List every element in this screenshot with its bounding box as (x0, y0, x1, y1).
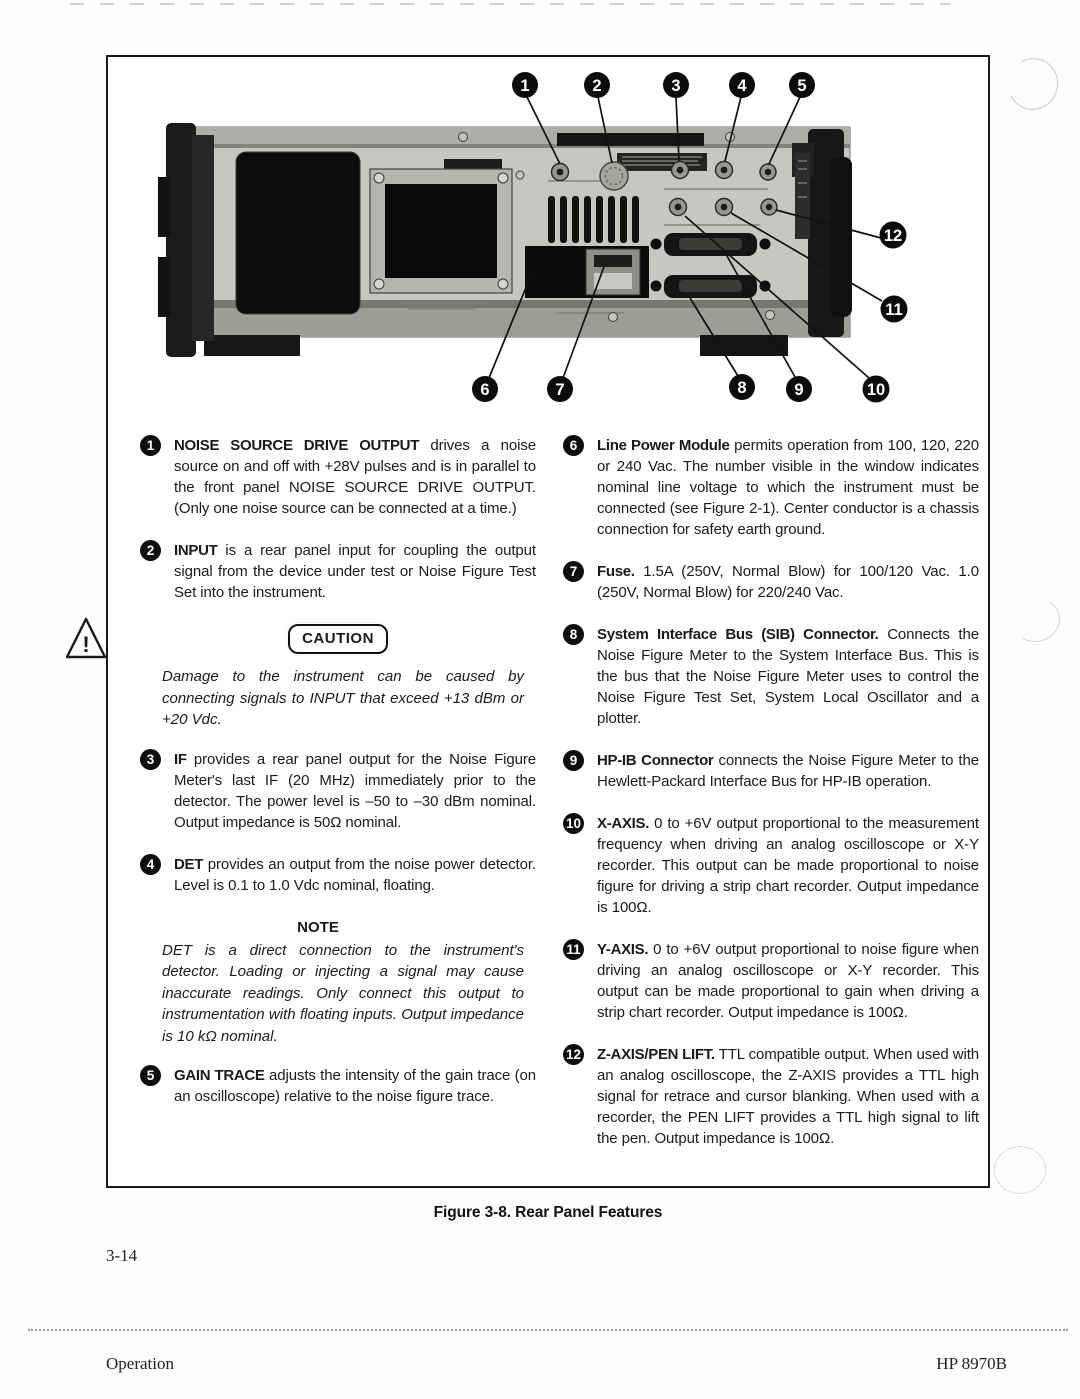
callout-badge-6: 6 (563, 435, 584, 456)
note-text: DET is a direct connection to the instrument's detector. Loading or injecting a signal may cause inaccurate readings. Only connect this output to instrumentation with floating inputs. Output impedance is 10 kΩ nominal. (162, 941, 524, 1045)
svg-text:9: 9 (794, 381, 804, 399)
photo-callout-11 (881, 296, 908, 323)
serial-label (557, 133, 704, 146)
footer-section-title: Operation (106, 1354, 174, 1373)
scan-artifact-arc (994, 1146, 1046, 1194)
feature-item-6 (563, 435, 979, 540)
warning-triangle-icon (64, 616, 108, 662)
gain-trace-bnc (760, 164, 776, 180)
svg-text:7: 7 (555, 381, 565, 399)
cover-plate (370, 169, 512, 293)
page-number: 3-14 (106, 1246, 138, 1265)
feature-item-12 (563, 1044, 979, 1149)
y-axis-bnc (716, 199, 733, 216)
note-label: NOTE (297, 918, 339, 936)
callout-badge-3: 3 (140, 749, 161, 770)
z-axis-bnc (761, 199, 777, 215)
item-title: IF (174, 750, 187, 768)
footer-model-number: HP 8970B (936, 1354, 1007, 1373)
svg-text:3: 3 (671, 77, 681, 95)
item-title: X-AXIS. (597, 815, 650, 832)
feature-item-10 (563, 813, 979, 918)
callout-badge-5: 5 (140, 1065, 161, 1086)
photo-callout-5 (789, 72, 815, 98)
sib-connector (651, 233, 771, 256)
det-bnc (716, 162, 733, 179)
item-title: NOISE SOURCE DRIVE OUTPUT (174, 437, 420, 454)
callout-badge-1: 1 (140, 435, 161, 456)
item-body: provides an output from the noise power detector. Level is 0.1 to 1.0 Vdc nominal, floating. (174, 855, 536, 894)
footer-divider (28, 1329, 1068, 1331)
feature-item-5 (140, 1065, 536, 1107)
item-body: permits operation from 100, 120, 220 or 240 Vac. The number visible in the window indicates nominal line voltage to which the instrument must be connected (see Figure 2-1). Center conductor is a chassis connection for safety earth ground. (597, 437, 979, 538)
scan-artifact-arc (1008, 593, 1064, 646)
callout-badge-2: 2 (140, 540, 161, 561)
svg-text:2: 2 (592, 77, 602, 95)
right-foot (700, 335, 788, 356)
figure-box (106, 55, 990, 1188)
item-body: adjusts the intensity of the gain trace (on an oscilloscope) relative to the noise figure trace. (174, 1067, 536, 1105)
info-label (617, 153, 707, 171)
callout-badge-11: 11 (563, 939, 584, 960)
item-title: Fuse. (597, 563, 635, 580)
item-body: TTL compatible output. When used with an analog oscilloscope, the Z-AXIS provides a TTL high signal for retrace and cursor blanking. When used with a recorder, the PEN LIFT provides a TTL high signal to lift the pen. Output impedance is 100Ω. (597, 1046, 979, 1147)
figure-caption: Figure 3-8. Rear Panel Features (433, 1204, 663, 1221)
scan-artifact-top (70, 3, 950, 5)
photo-callout-8 (729, 374, 755, 400)
access-door (236, 152, 360, 314)
scan-artifact-arc (1001, 52, 1065, 117)
item-title: INPUT (174, 542, 218, 559)
feature-item-9 (563, 750, 979, 792)
if-bnc (672, 162, 689, 179)
svg-text:11: 11 (885, 301, 903, 319)
item-title: Y-AXIS. (597, 941, 649, 958)
photo-callout-2 (584, 72, 610, 98)
callout-badge-9: 9 (563, 750, 584, 771)
rear-panel-photo (108, 57, 988, 429)
item-title: HP-IB Connector (597, 752, 714, 769)
svg-text:6: 6 (480, 381, 490, 399)
fan-vent (600, 162, 628, 190)
item-title: DET (174, 855, 204, 873)
caution-text: Damage to the instrument can be caused by connecting signals to INPUT that exceed +13 dBm or +20 Vdc. (162, 668, 524, 728)
item-title: Z-AXIS/PEN LIFT. (597, 1046, 715, 1063)
svg-text:5: 5 (797, 77, 807, 95)
warning-exclamation: ! (82, 632, 90, 657)
callout-badge-4: 4 (140, 854, 161, 875)
svg-text:8: 8 (737, 379, 747, 397)
item-body: provides a rear panel output for the Noise Figure Meter's last IF (20 MHz) immediately prior to the detector. The power level is –50 to –30 dBm nominal. Output impedance is 50Ω nominal. (174, 750, 536, 831)
left-foot (204, 335, 300, 356)
svg-text:12: 12 (883, 227, 903, 245)
svg-text:10: 10 (866, 381, 886, 399)
item-title: Line Power Module (597, 437, 730, 454)
photo-callout-4 (729, 72, 755, 98)
callout-badge-7: 7 (563, 561, 584, 582)
photo-callout-9 (786, 376, 812, 402)
photo-callout-6 (472, 376, 498, 402)
photo-callout-7 (547, 376, 573, 402)
item-body: 0 to +6V output proportional to the measurement frequency when driving an analog oscilloscope or X-Y recorder. This output can be made proportional to noise figure for driving a strip chart recorder. Output impedance is 100Ω. (597, 815, 979, 916)
photo-callout-1 (512, 72, 538, 98)
callout-badge-8: 8 (563, 624, 584, 645)
svg-text:4: 4 (737, 77, 747, 95)
photo-callout-10 (863, 376, 890, 403)
right-column (563, 435, 979, 1170)
x-axis-bnc (670, 199, 687, 216)
item-body: 0 to +6V output proportional to noise figure when driving an analog oscilloscope or X-Y recorder. This output can be made proportional to gain when driving a strip chart recorder. Output impedance is 100Ω. (597, 941, 979, 1021)
item-body: 1.5A (250V, Normal Blow) for 100/120 Vac. 1.0 (250V, Normal Blow) for 220/240 Vac. (597, 563, 979, 601)
power-module (525, 246, 649, 298)
feature-item-2 (140, 540, 536, 603)
item-body: connects the Noise Figure Meter to the Hewlett-Packard Interface Bus for HP-IB operation. (597, 752, 979, 790)
item-body: is a rear panel input for coupling the output signal from the device under test or Noise Figure Test Set into the instrument. (174, 542, 536, 601)
noise-source-drive-bnc (552, 164, 569, 181)
feature-item-3 (140, 749, 536, 833)
item-body: Connects the Noise Figure Meter to the System Interface Bus. This is the bus that the Noise Figure Meter uses to control the Noise Figure Test Set, System Local Oscillator and a plotter. (597, 626, 979, 727)
feature-item-8 (563, 624, 979, 729)
item-title: System Interface Bus (SIB) Connector. (597, 626, 879, 643)
callout-badge-12: 12 (563, 1044, 584, 1065)
photo-callout-3 (663, 72, 689, 98)
left-column (140, 435, 536, 1128)
hpib-connector (651, 275, 771, 298)
item-body: drives a noise source on and off with +28V pulses and is in parallel to the front panel NOISE SOURCE DRIVE OUTPUT. (Only one noise source can be connected at a time.) (174, 437, 536, 517)
feature-item-7 (563, 561, 979, 603)
item-title: GAIN TRACE (174, 1067, 265, 1084)
callout-badge-10: 10 (563, 813, 584, 834)
caution-block (140, 624, 536, 654)
feature-item-1 (140, 435, 536, 519)
svg-text:1: 1 (520, 77, 530, 95)
caution-label: CAUTION (288, 624, 388, 654)
photo-callout-12 (880, 222, 907, 249)
feature-item-11 (563, 939, 979, 1023)
feature-item-4 (140, 854, 536, 896)
left-handle (158, 123, 214, 357)
